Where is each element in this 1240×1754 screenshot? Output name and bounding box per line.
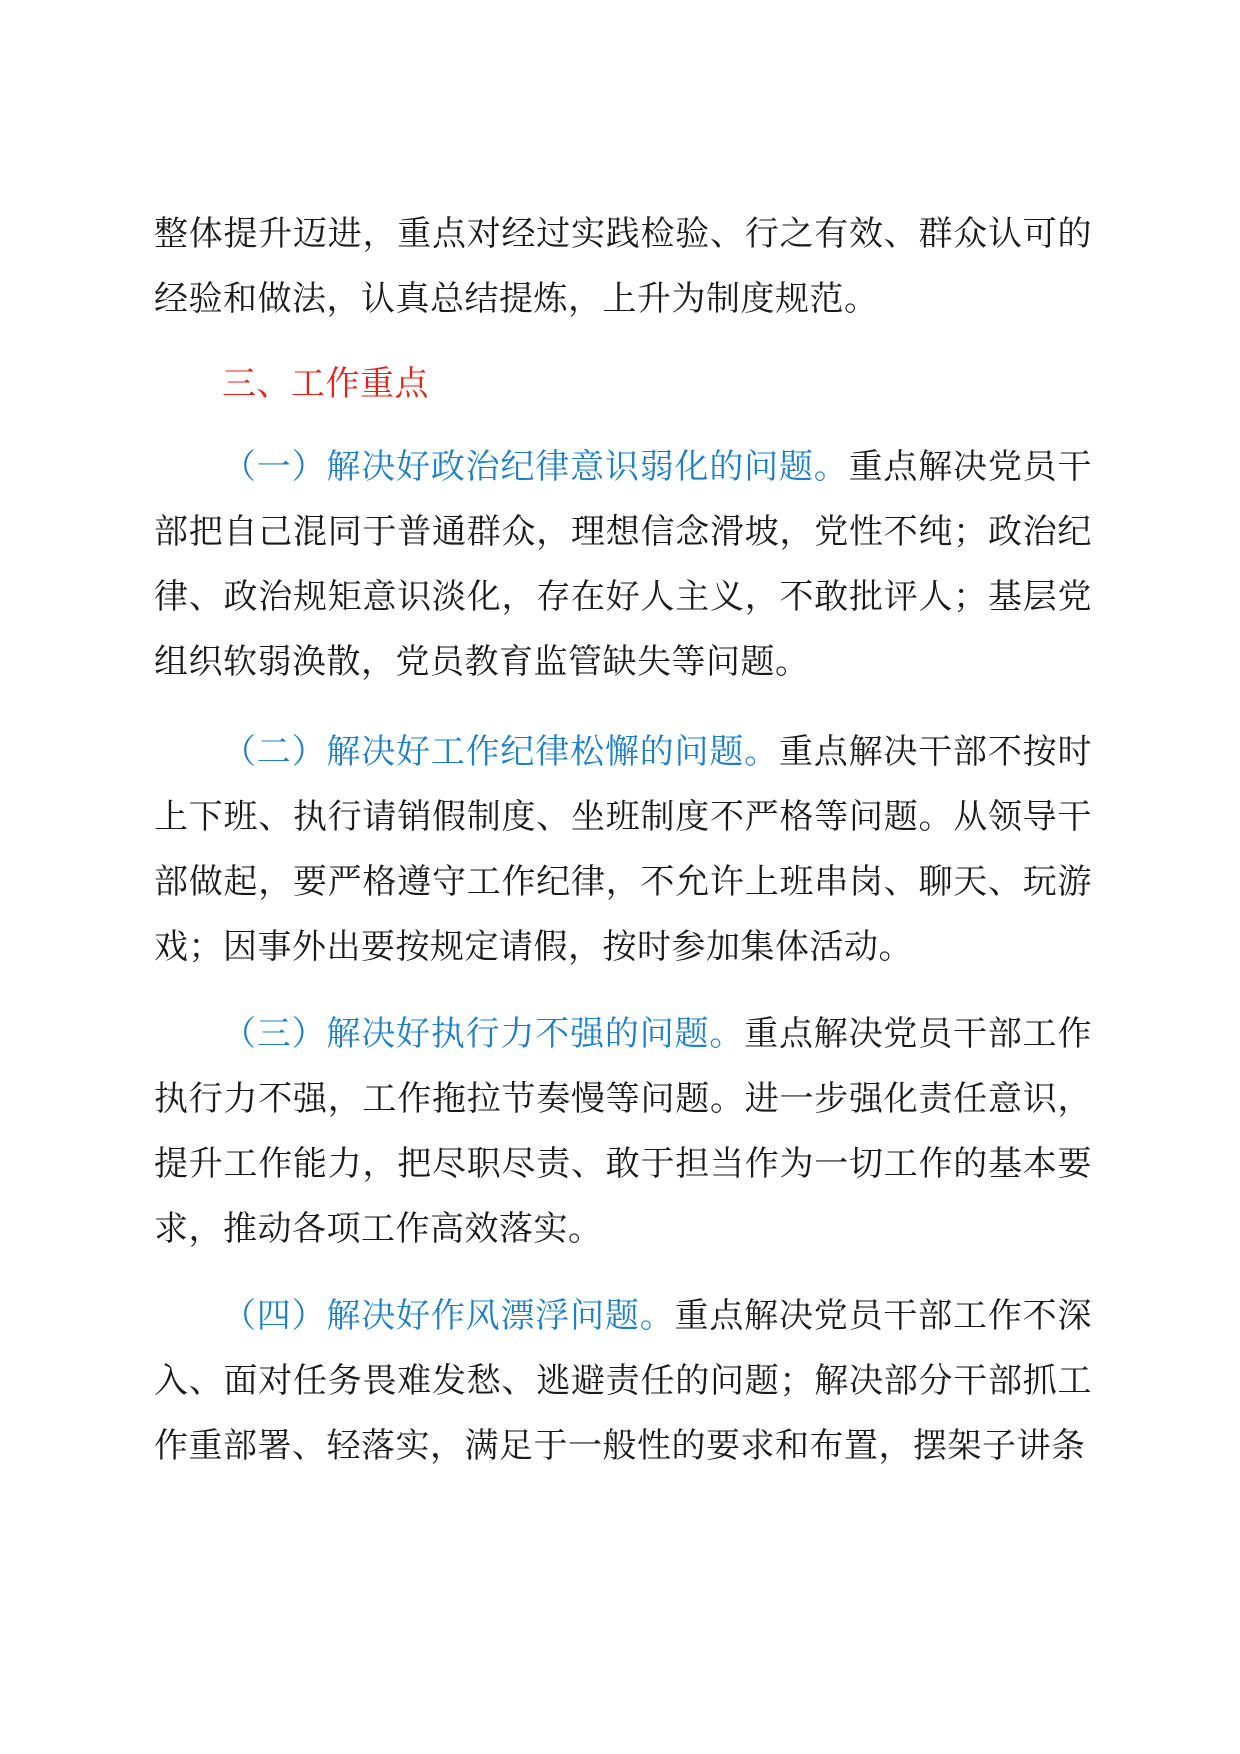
paragraph-3-body: 重点解决党员干部工作执行力不强，工作拖拉节奏慢等问题。进一步强化责任意识，提升工作能力，把尽职尽责、敢于担当作为一切工作的基本要求，推动各项工作高效落实。	[154, 1014, 1092, 1249]
paragraph-item-1	[154, 435, 1092, 695]
paragraph-1-title: （一）解决好政治纪律意识弱化的问题。	[222, 447, 849, 487]
paragraph-3-title: （三）解决好执行力不强的问题。	[222, 1014, 745, 1054]
paragraph-intro-continuation	[154, 202, 1092, 332]
paragraph-2-body: 重点解决干部不按时上下班、执行请销假制度、坐班制度不严格等问题。从领导干部做起，要严格遵守工作纪律，不允许上班串岗、聊天、玩游戏；因事外出要按规定请假，按时参加集体活动。	[154, 732, 1092, 967]
paragraph-item-2	[154, 720, 1092, 980]
paragraph-2	[154, 720, 1092, 980]
paragraph-4	[154, 1284, 1092, 1479]
section-heading: 三、工作重点	[222, 364, 429, 404]
paragraph-1	[154, 435, 1092, 695]
paragraph-3	[154, 1002, 1092, 1262]
paragraph-2-title: （二）解决好工作纪律松懈的问题。	[222, 732, 779, 772]
paragraph-item-3	[154, 1002, 1092, 1262]
paragraph-4-title: （四）解决好作风漂浮问题。	[222, 1296, 675, 1336]
paragraph-4-body: 重点解决党员干部工作不深入、面对任务畏难发愁、逃避责任的问题；解决部分干部抓工作重部署、轻落实，满足于一般性的要求和布置，摆架子讲条	[154, 1296, 1092, 1466]
paragraph-1-body: 重点解决党员干部把自己混同于普通群众，理想信念滑坡，党性不纯；政治纪律、政治规矩意识淡化，存在好人主义，不敢批评人；基层党组织软弱涣散，党员教育监管缺失等问题。	[154, 447, 1092, 682]
paragraph-item-4	[154, 1284, 1092, 1479]
paragraph-text: 整体提升迈进，重点对经过实践检验、行之有效、群众认可的经验和做法，认真总结提炼，上升为制度规范。	[154, 214, 1092, 319]
section-heading-block	[154, 352, 1092, 417]
